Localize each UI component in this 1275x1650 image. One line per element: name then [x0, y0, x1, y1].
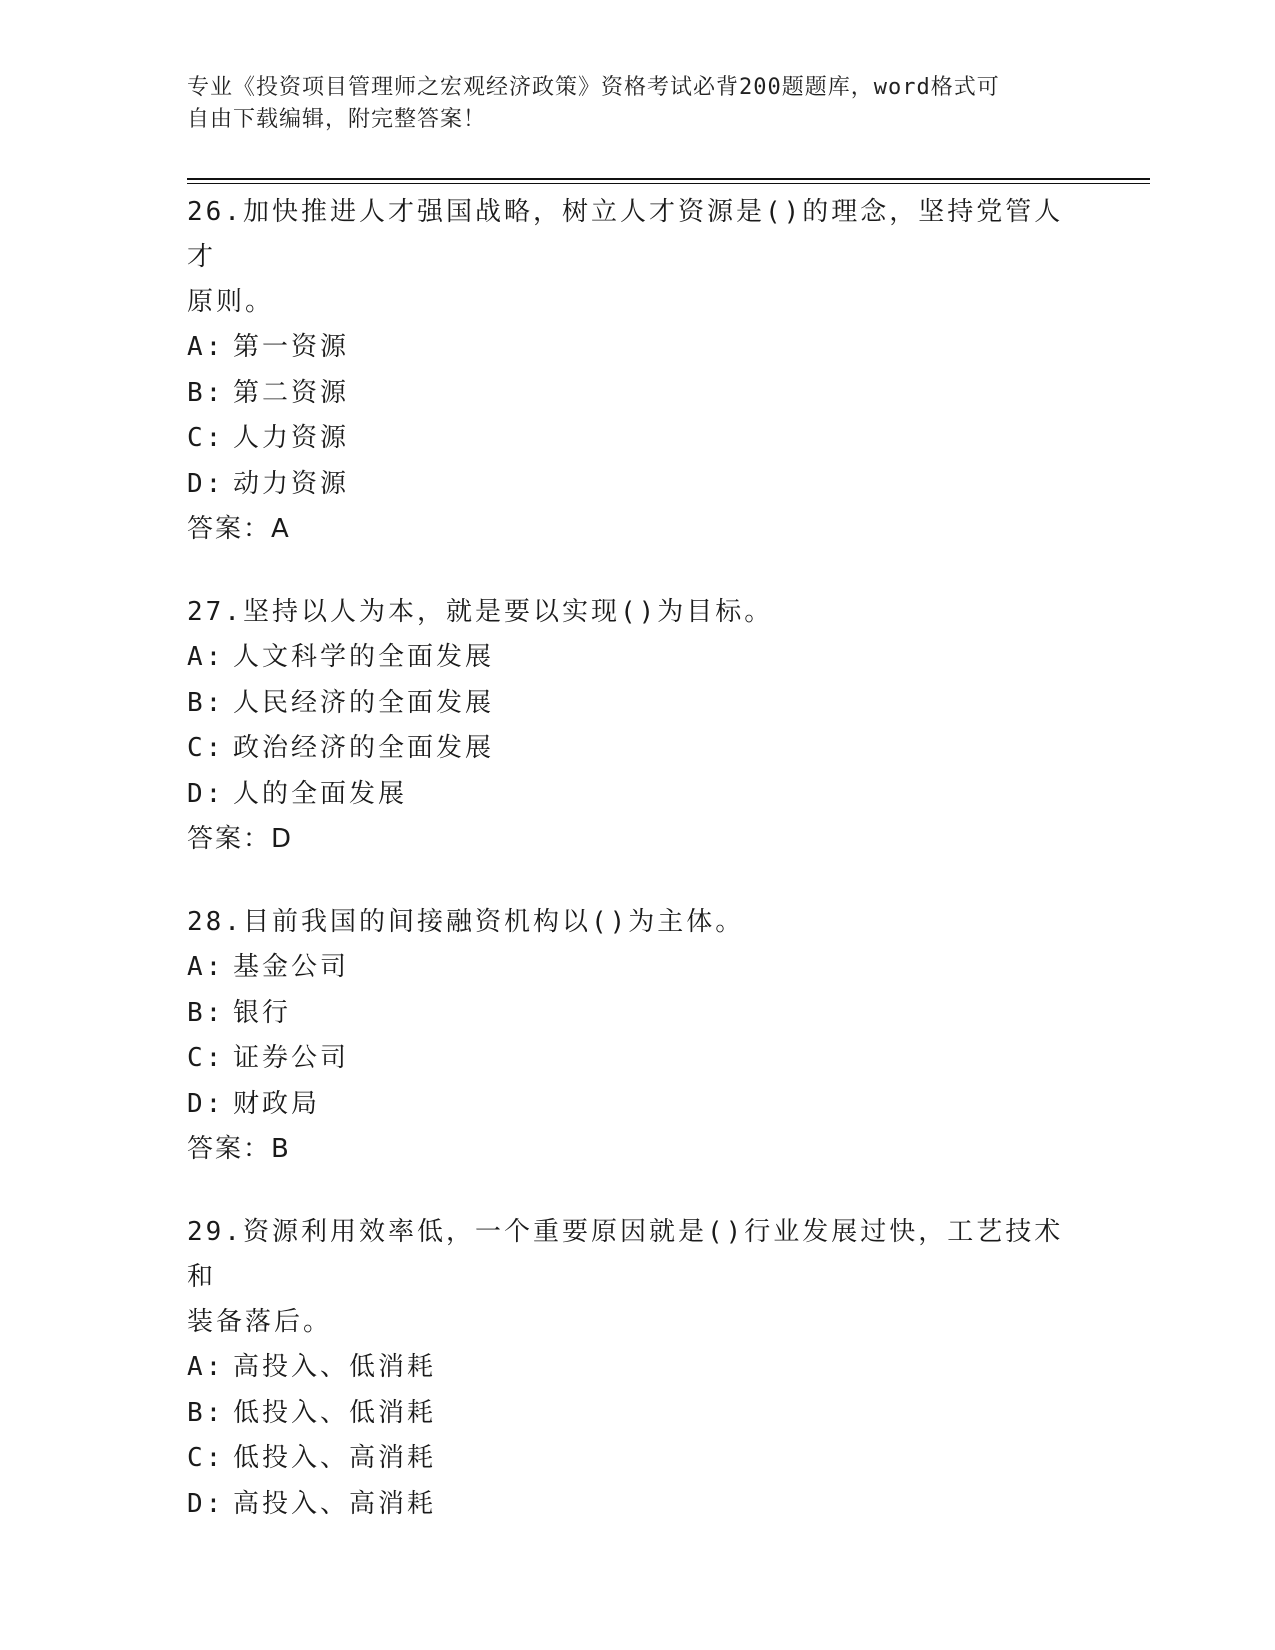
option-c [187, 416, 1087, 462]
option-letter: B: [187, 687, 225, 718]
option-text: 第二资源 [233, 377, 350, 408]
option-text: 高投入、低消耗 [233, 1352, 437, 1382]
question-stem-line: 27.坚持以人为本，就是要以实现()为目标。 [187, 597, 774, 627]
option-text: 政治经济的全面发展 [233, 733, 495, 763]
option-b [187, 681, 1087, 727]
option-b [187, 1391, 1087, 1437]
option-d [187, 1082, 1087, 1128]
option-text: 银行 [233, 997, 292, 1028]
option-letter: B: [187, 377, 225, 408]
answer-line: 答案：D [187, 824, 294, 854]
option-letter: B: [187, 997, 225, 1028]
option-letter: B: [187, 1397, 225, 1428]
question-stem [187, 900, 1087, 945]
header-divider-thin [187, 183, 1150, 184]
option-text: 财政局 [233, 1088, 321, 1119]
option-a [187, 325, 1087, 371]
option-text: 低投入、低消耗 [233, 1397, 437, 1428]
option-c [187, 1436, 1087, 1482]
question-stem-line: 26.加快推进人才强国战略，树立人才资源是()的理念，坚持党管人才 [187, 197, 1064, 272]
option-text: 人民经济的全面发展 [233, 687, 495, 718]
option-d [187, 1482, 1087, 1528]
question-28 [187, 900, 1087, 1172]
option-b [187, 991, 1087, 1037]
option-text: 人的全面发展 [233, 778, 408, 809]
option-letter: A: [187, 332, 225, 362]
question-stem [187, 590, 1087, 635]
option-text: 第一资源 [233, 332, 350, 362]
answer-line: 答案：B [187, 1134, 291, 1164]
question-29 [187, 1210, 1087, 1527]
header-line-1: 专业《投资项目管理师之宏观经济政策》资格考试必背200题题库，word格式可 [187, 75, 1000, 100]
question-stem-line: 29.资源利用效率低，一个重要原因就是()行业发展过快，工艺技术和 [187, 1217, 1064, 1292]
option-text: 低投入、高消耗 [233, 1443, 437, 1473]
option-letter: D: [187, 468, 225, 499]
option-d [187, 772, 1087, 818]
option-letter: C: [187, 1443, 225, 1473]
question-stem-line: 原则。 [187, 287, 275, 317]
option-c [187, 726, 1087, 772]
header-divider-thick [187, 178, 1150, 180]
question-26 [187, 190, 1087, 552]
question-stem-line: 28.目前我国的间接融资机构以()为主体。 [187, 907, 745, 937]
option-d [187, 462, 1087, 508]
option-letter: A: [187, 952, 225, 982]
option-letter: A: [187, 1352, 225, 1382]
option-text: 高投入、高消耗 [233, 1488, 437, 1519]
option-b [187, 371, 1087, 417]
question-list [187, 190, 1087, 1565]
option-letter: D: [187, 778, 225, 809]
option-c [187, 1036, 1087, 1082]
option-letter: D: [187, 1088, 225, 1119]
document-header [187, 72, 1067, 136]
option-letter: C: [187, 733, 225, 763]
question-stem-line: 装备落后。 [187, 1307, 333, 1337]
option-a [187, 945, 1087, 991]
header-line-2: 自由下载编辑，附完整答案！ [187, 107, 487, 132]
question-27 [187, 590, 1087, 862]
option-letter: C: [187, 423, 225, 453]
option-text: 证券公司 [233, 1043, 350, 1073]
option-text: 基金公司 [233, 952, 350, 982]
option-letter: C: [187, 1043, 225, 1073]
option-text: 动力资源 [233, 468, 350, 499]
question-stem [187, 1210, 1087, 1345]
question-stem [187, 190, 1087, 325]
option-letter: A: [187, 642, 225, 672]
option-a [187, 635, 1087, 681]
option-a [187, 1345, 1087, 1391]
option-text: 人力资源 [233, 423, 350, 453]
answer-line: 答案：A [187, 514, 291, 544]
option-letter: D: [187, 1488, 225, 1519]
option-text: 人文科学的全面发展 [233, 642, 495, 672]
